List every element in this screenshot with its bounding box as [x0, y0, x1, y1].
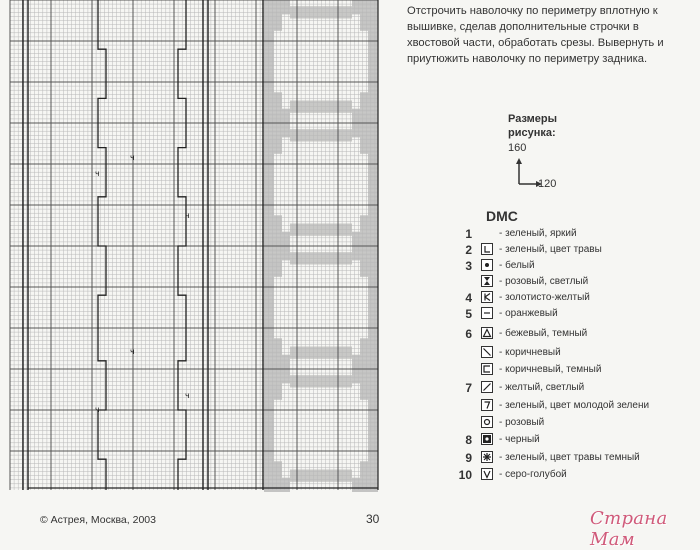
stitch-symbol-dot-icon — [481, 259, 493, 271]
stitch-symbol-triangle-icon — [481, 327, 493, 339]
legend-description: - зеленый, яркий — [499, 228, 577, 239]
legend-row — [451, 306, 700, 322]
legend-number: 9 — [465, 451, 472, 465]
legend-number: 5 — [465, 307, 472, 321]
stitch-symbol-dash-icon — [481, 307, 493, 319]
legend-row — [451, 345, 700, 361]
legend-row — [451, 326, 700, 342]
stitch-symbol-ring-icon — [481, 416, 493, 428]
instruction-line: вышивке, сделав дополнительные строчки в — [407, 21, 639, 33]
legend-number: 1 — [465, 227, 472, 241]
legend-description: - золотисто-желтый — [499, 292, 590, 303]
size-height: 160 — [508, 142, 527, 154]
legend-number: 8 — [465, 433, 472, 447]
stitch-symbol-V-icon — [481, 468, 493, 480]
legend-number: 10 — [458, 468, 472, 482]
stitch-symbol-slash-icon — [481, 381, 493, 393]
legend-description: - коричневый — [499, 347, 561, 358]
legend-number: 4 — [465, 291, 472, 305]
instruction-line: Отстрочить наволочку по периметру вплотную к — [407, 5, 658, 17]
legend-row — [451, 450, 700, 466]
svg-text:ч: ч — [95, 169, 100, 178]
copyright: © Астрея, Москва, 2003 — [40, 514, 156, 526]
legend-number: 3 — [465, 259, 472, 273]
legend-description: - зеленый, цвет молодой зелени — [499, 400, 650, 411]
stitch-symbol-backslash-icon — [481, 346, 493, 358]
legend-title: DMC — [486, 208, 518, 224]
legend-row — [451, 467, 700, 483]
pattern-size — [508, 112, 558, 190]
legend-row — [451, 432, 700, 448]
watermark: Страна Мам — [590, 508, 668, 550]
legend-row — [451, 362, 700, 378]
svg-text:ч: ч — [95, 405, 100, 414]
svg-text:ч: ч — [185, 211, 190, 220]
instructions-text — [407, 3, 700, 67]
legend-description: - желтый, светлый — [499, 382, 585, 393]
legend-row — [451, 258, 700, 274]
legend-row — [451, 290, 700, 306]
legend-description: - серо-голубой — [499, 469, 567, 480]
legend-row — [451, 415, 700, 431]
size-title-1: Размеры — [508, 113, 558, 125]
stitch-symbol-K-icon — [481, 291, 493, 303]
legend-number: 2 — [465, 243, 472, 257]
page-number: 30 — [366, 512, 380, 526]
legend-number: 7 — [465, 381, 472, 395]
stitch-symbol-filled-icon — [481, 433, 493, 445]
legend-row — [451, 274, 700, 290]
legend-row — [451, 380, 700, 396]
svg-text:ч: ч — [130, 347, 135, 356]
legend-row — [451, 226, 700, 242]
legend-description: - коричневый, темный — [499, 364, 602, 375]
stitch-symbol-L-icon — [481, 243, 493, 255]
legend-row — [451, 242, 700, 258]
legend-description: - бежевый, темный — [499, 328, 588, 339]
stitch-symbol-c-icon — [481, 363, 493, 375]
legend-description: - белый — [499, 260, 535, 271]
legend-description: - черный — [499, 434, 540, 445]
size-width: 120 — [538, 178, 557, 190]
size-title-2: рисунка: — [508, 127, 556, 139]
stitch-symbol-7-icon — [481, 399, 493, 411]
stitch-symbol-star-icon — [481, 451, 493, 463]
legend-description: - оранжевый — [499, 308, 558, 319]
stitch-symbol-hourglass-icon — [481, 275, 493, 287]
legend-description: - зеленый, цвет травы — [499, 244, 602, 255]
legend-number: 6 — [465, 327, 472, 341]
legend-row — [451, 398, 700, 414]
instruction-line: хвостовой части, обработать срезы. Вывернуть и — [407, 37, 664, 49]
instruction-line: приутюжить наволочку по периметру задника. — [407, 53, 648, 65]
svg-text:ч: ч — [185, 391, 190, 400]
svg-text:ч: ч — [130, 153, 135, 162]
legend-description: - розовый — [499, 417, 545, 428]
legend-description: - розовый, светлый — [499, 276, 589, 287]
legend-description: - зеленый, цвет травы темный — [499, 452, 640, 463]
